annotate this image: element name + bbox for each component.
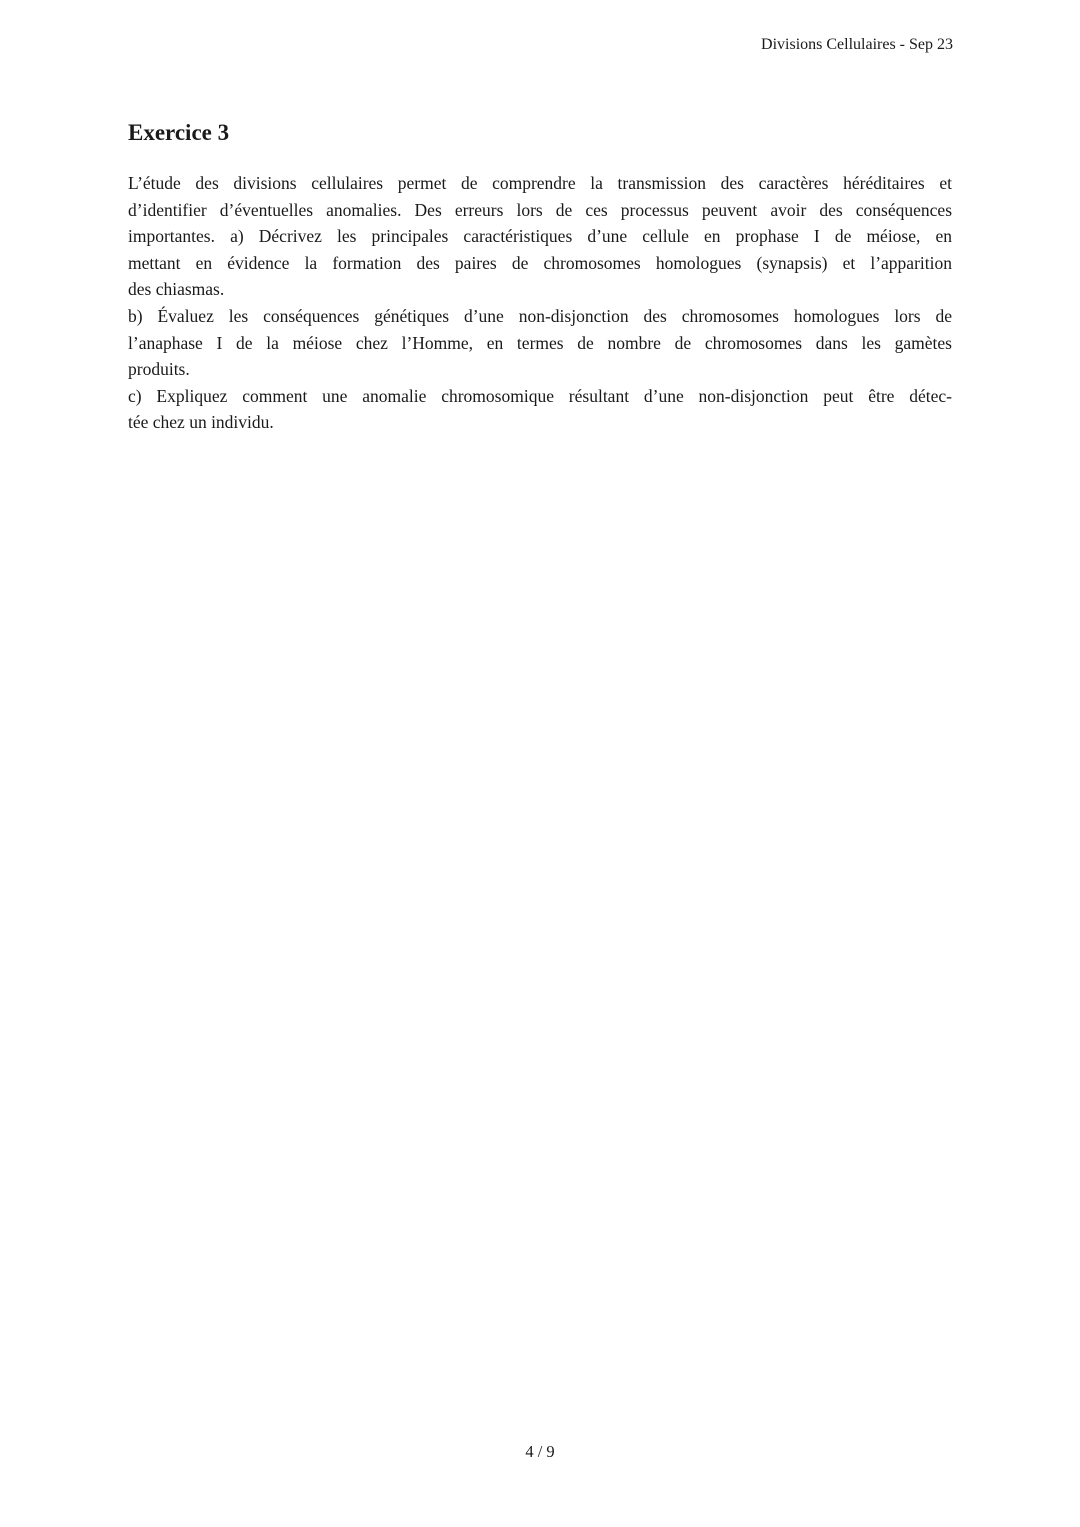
page-header (761, 35, 953, 55)
body-line: c) Expliquez comment une anomalie chromosomique résultant d’une non-disjonction peut être détec- (128, 385, 952, 406)
page-number: 4 / 9 (525, 1442, 555, 1461)
body-line: des chiasmas. (128, 279, 225, 300)
body-line: l’anaphase I de la méiose chez l’Homme, en termes de nombre de chromosomes dans les gamètes (128, 332, 952, 353)
page-footer (0, 1441, 1080, 1463)
body-line: d’identifier d’éventuelles anomalies. Des erreurs lors de ces processus peuvent avoir des conséquences (128, 199, 952, 220)
exercise-heading: Exercice 3 (128, 120, 230, 145)
exercise-body (128, 170, 952, 436)
body-line: importantes. a) Décrivez les principales caractéristiques d’une cellule en prophase I de méiose, en (128, 226, 952, 247)
body-line: b) Évaluez les conséquences génétiques d’une non-disjonction des chromosomes homologues lors de (128, 305, 952, 326)
body-line: mettant en évidence la formation des paires de chromosomes homologues (synapsis) et l’apparition (128, 252, 952, 273)
body-line: L’étude des divisions cellulaires permet de comprendre la transmission des caractères héréditaires et (128, 173, 952, 193)
header-title: Divisions Cellulaires - Sep 23 (761, 36, 953, 53)
body-line: produits. (128, 359, 190, 380)
body-line: tée chez un individu. (128, 412, 274, 433)
